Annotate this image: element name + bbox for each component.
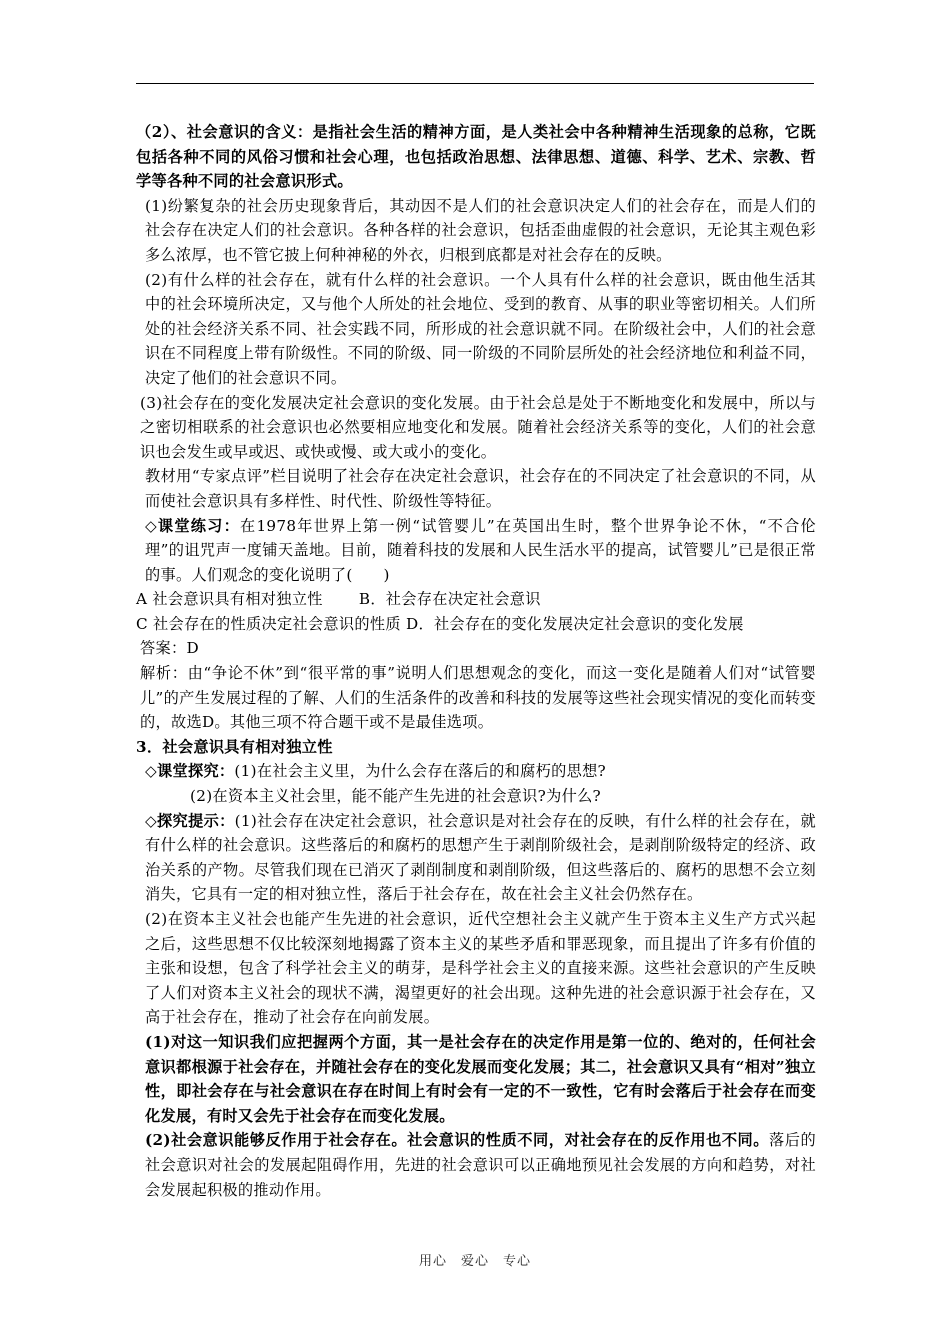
analysis-paragraph: 解析：由“争论不休”到“很平常的事”说明人们思想观念的变化，而这一变化是随着人们对“试管婴儿”的产生发展过程的了解、人们的生活条件的改善和科技的发展等这些社会现实情况的变化而转变的，故选D。其他三项不符合题干或不是最佳选项。 [140,664,816,732]
body-paragraph: (2)有什么样的社会存在，就有什么样的社会意识。一个人具有什么样的社会意识，既由他生活其中的社会环境所决定，又与他个人所处的社会地位、受到的教育、从事的职业等密切相关。人们所处的社会经济关系不同、社会实践不同，所形成的社会意识就不同。在阶级社会中，人们的社会意识在不同程度上带有阶级性。不同的阶级、同一阶级的不同阶层所处的社会经济地位和利益不同，决定了他们的社会意识不同。 [145,270,816,387]
body-paragraph: 教材用“专家点评”栏目说明了社会存在决定社会意识，社会存在的不同决定了社会意识的不同，从而使社会意识具有多样性、时代性、阶级性等特征。 [145,467,816,510]
inquiry-question: (2)在资本主义社会里，能不能产生先进的社会意识?为什么? [190,787,601,806]
exercise-paragraph [136,514,816,588]
body-paragraph: (3)社会存在的变化发展决定社会意识的变化发展。由于社会总是处于不断地变化和发展中，所以与之密切相联系的社会意识也必然要相应地变化和发展。随着社会经济关系等的变化，人们的社会意识也会发生或早或迟、或快或慢、或大或小的变化。 [140,393,816,461]
hint-paragraph [136,809,816,907]
document-body [136,120,816,1202]
inquiry-question: (1)在社会主义里，为什么会存在落后的和腐朽的思想? [234,762,607,781]
key-point-text: 落后的社会意识对社会的发展起阻碍作用，先进的社会意识可以正确地预见社会发展的方向和趋势，对社会发展起积极的推动作用。 [145,1131,816,1199]
body-paragraph: (1)纷繁复杂的社会历史现象背后，其动因不是人们的社会意识决定人们的社会存在，而是人们的社会存在决定人们的社会意识。各种各样的社会意识，包括歪曲虚假的社会意识，无论其主观色彩多么浓厚，也不管它披上何种神秘的外衣，归根到底都是对社会存在的反映。 [145,196,816,264]
exercise-label: ◇课堂练习： [145,516,241,535]
option-line: A 社会意识具有相对独立性 B．社会存在决定社会意识 [136,590,541,609]
page-footer: 用心 爱心 专心 [418,1254,531,1269]
hint-text: (1)社会存在决定社会意识，社会意识是对社会存在的反映，有什么样的社会存在，就有什么样的社会意识。这些落后的和腐朽的思想产生于剥削阶级社会，是剥削阶级特定的经济、政治关系的产物。尽管我们现在已消灭了剥削制度和剥削阶级，但这些落后的、腐朽的思想不会立刻消失，它具有一定的相对独立性，落后于社会存在，故在社会主义社会仍然存在。 [145,811,816,904]
definition-paragraph: （2）、社会意识的含义：是指社会生活的精神方面，是人类社会中各种精神生活现象的总称，它既包括各种不同的风俗习惯和社会心理，也包括政治思想、法律思想、道德、科学、艺术、宗教、哲学等各种不同的社会意识形式。 [136,123,816,191]
key-point-paragraph [136,1128,816,1202]
option-line: C 社会存在的性质决定社会意识的性质 D．社会存在的变化发展决定社会意识的变化发展 [136,614,744,633]
hint-label: ◇探究提示： [145,811,235,830]
section-heading: 3．社会意识具有相对独立性 [136,737,333,756]
answer-line: 答案：D [140,639,199,658]
inquiry-label: ◇课堂探究： [145,762,235,781]
exercise-question: 在1978年世界上第一例“试管婴儿”在英国出生时，整个世界争论不休，“不合伦理”的诅咒声一度铺天盖地。目前，随着科技的发展和人民生活水平的提高，试管婴儿”已是很正常的事。人们观念的变化说明了( ) [145,516,816,584]
key-point-paragraph: (1)对这一知识我们应把握两个方面，其一是社会存在的决定作用是第一位的、绝对的，任何社会意识都根源于社会存在，并随社会存在的变化发展而变化发展；其二，社会意识又具有“相对”独立性，即社会存在与社会意识在存在时间上有时会有一定的不一致性，它有时会落后于社会存在而变化发展，有时又会先于社会存在而变化发展。 [145,1032,816,1125]
header-rule [136,83,814,84]
body-paragraph: (2)在资本主义社会也能产生先进的社会意识，近代空想社会主义就产生于资本主义生产方式兴起之后，这些思想不仅比较深刻地揭露了资本主义的某些矛盾和罪恶现象，而且提出了许多有价值的主张和设想，包含了科学社会主义的萌芽，是科学社会主义的直接来源。这些社会意识的产生反映了人们对资本主义社会的现状不满，渴望更好的社会出现。这种先进的社会意识源于社会存在，又高于社会存在，推动了社会存在向前发展。 [145,910,816,1027]
inquiry-paragraph [136,759,816,784]
key-point-bold: (2)社会意识能够反作用于社会存在。社会意识的性质不同，对社会存在的反作用也不同。 [145,1131,770,1150]
